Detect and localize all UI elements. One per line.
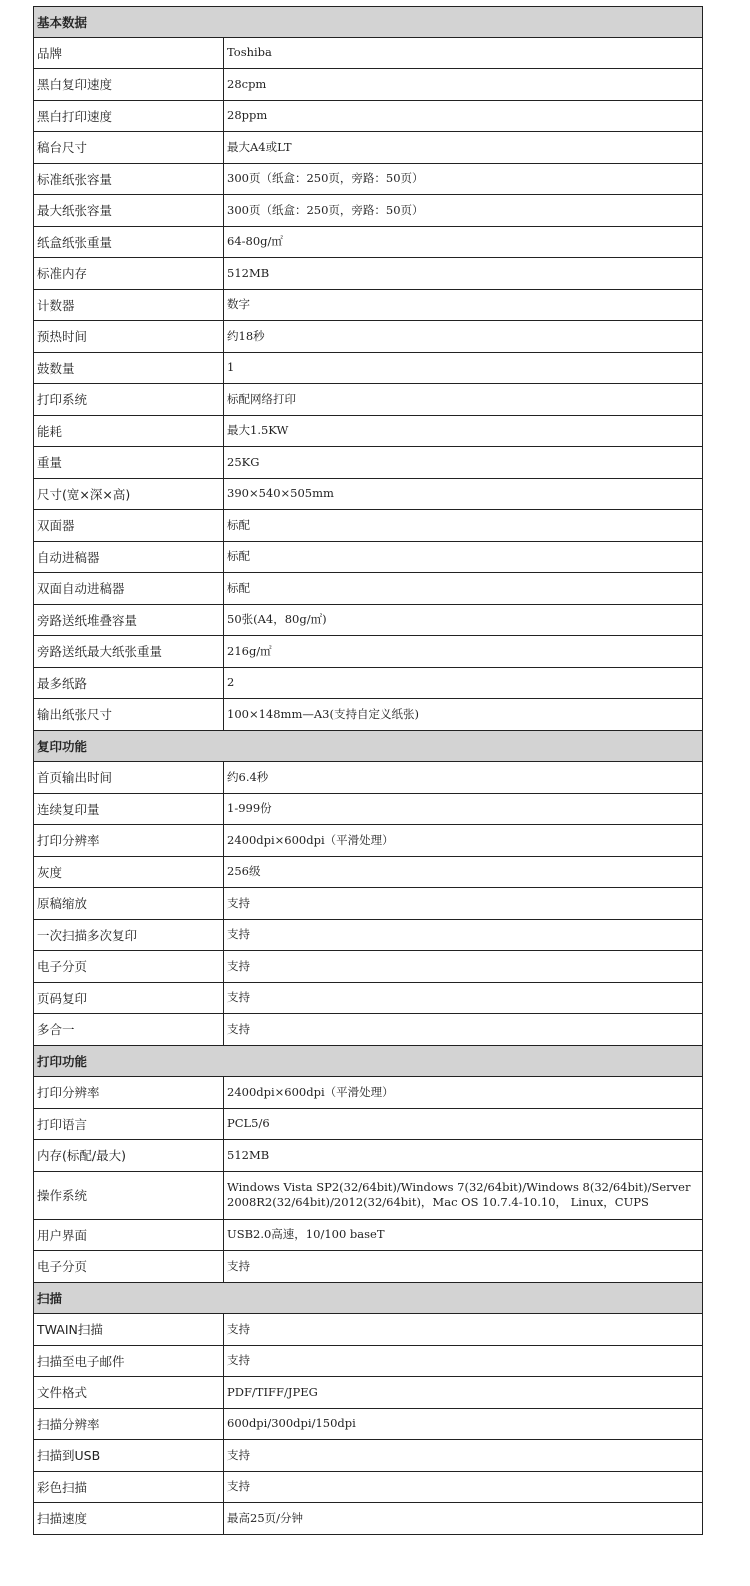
table-row	[33, 636, 703, 668]
row-label: 标准纸张容量	[34, 164, 224, 195]
row-label: 电子分页	[34, 951, 224, 982]
row-label: 页码复印	[34, 983, 224, 1014]
section-header	[33, 1046, 703, 1078]
row-value: 64-80g/㎡	[227, 234, 283, 249]
row-value: 390×540×505mm	[227, 486, 334, 501]
table-row	[33, 920, 703, 952]
table-row	[33, 479, 703, 511]
row-label: 打印分辨率	[34, 1077, 224, 1108]
table-row	[33, 1220, 703, 1252]
row-label: 纸盒纸张重量	[34, 227, 224, 258]
row-label: 计数器	[34, 290, 224, 321]
table-row	[33, 195, 703, 227]
row-label: 扫描分辨率	[34, 1409, 224, 1440]
row-value: 支持	[227, 1479, 250, 1494]
table-row	[33, 321, 703, 353]
row-value: 支持	[227, 1447, 250, 1462]
row-label: 双面器	[34, 510, 224, 541]
row-label: 稿台尺寸	[34, 132, 224, 163]
row-label: 用户界面	[34, 1220, 224, 1251]
table-row	[33, 794, 703, 826]
row-label: 能耗	[34, 416, 224, 447]
row-value: PCL5/6	[227, 1116, 270, 1131]
section-title: 扫描	[37, 1290, 63, 1306]
table-row	[33, 1346, 703, 1378]
table-row	[33, 69, 703, 101]
row-value: 216g/㎡	[227, 643, 272, 658]
row-value: 标配	[227, 549, 250, 564]
row-value: 100×148mm—A3(支持自定义纸张)	[227, 706, 419, 721]
row-label: 重量	[34, 447, 224, 478]
table-row	[33, 353, 703, 385]
table-row	[33, 1077, 703, 1109]
row-value: 25KG	[227, 454, 260, 469]
row-label: 电子分页	[34, 1251, 224, 1282]
table-row	[33, 1314, 703, 1346]
table-row	[33, 951, 703, 983]
row-value: Windows Vista SP2(32/64bit)/Windows 7(32/64bit)/Windows 8(32/64bit)/Server 2008R2(32/64bit)/2012(32/64bit)，Mac OS 10.7.4-10.10， Linux，CUPS	[227, 1180, 691, 1209]
row-value: 600dpi/300dpi/150dpi	[227, 1416, 356, 1431]
row-value: 约18秒	[227, 328, 265, 343]
table-row	[33, 290, 703, 322]
table-row	[33, 888, 703, 920]
row-value: 数字	[227, 297, 250, 312]
spec-table	[33, 6, 703, 1535]
table-row	[33, 542, 703, 574]
row-label: 品牌	[34, 38, 224, 69]
table-row	[33, 101, 703, 133]
row-label: 预热时间	[34, 321, 224, 352]
table-row	[33, 258, 703, 290]
row-label: 原稿缩放	[34, 888, 224, 919]
row-label: 多合一	[34, 1014, 224, 1045]
row-label: TWAIN扫描	[34, 1314, 224, 1345]
row-value: 标配	[227, 580, 250, 595]
row-value: 50张(A4，80g/㎡)	[227, 612, 327, 627]
row-label: 旁路送纸堆叠容量	[34, 605, 224, 636]
row-value: 1	[227, 360, 235, 375]
row-label: 输出纸张尺寸	[34, 699, 224, 730]
row-value: 约6.4秒	[227, 769, 269, 784]
row-label: 黑白复印速度	[34, 69, 224, 100]
row-value: 支持	[227, 1321, 250, 1336]
row-value: 支持	[227, 1021, 250, 1036]
row-value: 支持	[227, 895, 250, 910]
row-label: 扫描至电子邮件	[34, 1346, 224, 1377]
table-row	[33, 983, 703, 1015]
row-value: 支持	[227, 1353, 250, 1368]
table-row	[33, 227, 703, 259]
table-row	[33, 1409, 703, 1441]
row-value: 支持	[227, 958, 250, 973]
section-title: 打印功能	[37, 1053, 88, 1069]
table-row	[33, 1140, 703, 1172]
table-row	[33, 132, 703, 164]
row-label: 打印语言	[34, 1109, 224, 1140]
row-value: 2	[227, 675, 235, 690]
section-header	[33, 1283, 703, 1315]
row-value: USB2.0高速，10/100 baseT	[227, 1227, 385, 1242]
row-label: 最大纸张容量	[34, 195, 224, 226]
row-value: 标配网络打印	[227, 391, 296, 406]
table-row	[33, 668, 703, 700]
row-label: 操作系统	[34, 1172, 224, 1219]
row-value: 1-999份	[227, 801, 272, 816]
table-row	[33, 384, 703, 416]
row-label: 扫描到USB	[34, 1440, 224, 1471]
table-row	[33, 38, 703, 70]
row-value: 最大1.5KW	[227, 423, 289, 438]
table-row	[33, 1440, 703, 1472]
row-label: 打印系统	[34, 384, 224, 415]
row-value: 28ppm	[227, 108, 268, 123]
row-value: 2400dpi×600dpi（平滑处理）	[227, 1084, 394, 1099]
row-value: 512MB	[227, 265, 270, 280]
table-row	[33, 605, 703, 637]
section-title: 复印功能	[37, 738, 88, 754]
row-value: 最大A4或LT	[227, 139, 292, 154]
row-value: 标配	[227, 517, 250, 532]
table-row	[33, 573, 703, 605]
row-value: 300页（纸盒：250页，旁路：50页）	[227, 202, 424, 217]
row-label: 一次扫描多次复印	[34, 920, 224, 951]
row-value: 300页（纸盒：250页，旁路：50页）	[227, 171, 424, 186]
row-label: 自动进稿器	[34, 542, 224, 573]
row-label: 打印分辨率	[34, 825, 224, 856]
row-label: 双面自动进稿器	[34, 573, 224, 604]
row-value: 最高25页/分钟	[227, 1510, 304, 1525]
row-label: 连续复印量	[34, 794, 224, 825]
row-label: 旁路送纸最大纸张重量	[34, 636, 224, 667]
row-value: Toshiba	[227, 45, 272, 60]
table-row	[33, 1503, 703, 1535]
table-row	[33, 164, 703, 196]
row-value: 512MB	[227, 1147, 270, 1162]
row-label: 内存(标配/最大)	[34, 1140, 224, 1171]
row-value: 28cpm	[227, 76, 267, 91]
row-value: 支持	[227, 1258, 250, 1273]
table-row	[33, 762, 703, 794]
row-value: 256级	[227, 864, 261, 879]
section-title: 基本数据	[37, 14, 88, 30]
table-row	[33, 1109, 703, 1141]
table-row	[33, 825, 703, 857]
section-header	[33, 6, 703, 38]
table-row	[33, 1014, 703, 1046]
table-row	[33, 699, 703, 731]
section-header	[33, 731, 703, 763]
table-row	[33, 1172, 703, 1220]
row-value: 支持	[227, 990, 250, 1005]
row-label: 文件格式	[34, 1377, 224, 1408]
row-label: 最多纸路	[34, 668, 224, 699]
row-label: 尺寸(宽×深×高)	[34, 479, 224, 510]
row-label: 扫描速度	[34, 1503, 224, 1534]
table-row	[33, 447, 703, 479]
table-row	[33, 416, 703, 448]
row-label: 黑白打印速度	[34, 101, 224, 132]
row-label: 彩色扫描	[34, 1472, 224, 1503]
row-value: 2400dpi×600dpi（平滑处理）	[227, 832, 394, 847]
row-value: 支持	[227, 927, 250, 942]
table-row	[33, 857, 703, 889]
row-label: 灰度	[34, 857, 224, 888]
table-row	[33, 1251, 703, 1283]
row-value: PDF/TIFF/JPEG	[227, 1384, 318, 1399]
row-label: 标准内存	[34, 258, 224, 289]
row-label: 鼓数量	[34, 353, 224, 384]
table-row	[33, 1472, 703, 1504]
row-label: 首页输出时间	[34, 762, 224, 793]
table-row	[33, 1377, 703, 1409]
table-row	[33, 510, 703, 542]
